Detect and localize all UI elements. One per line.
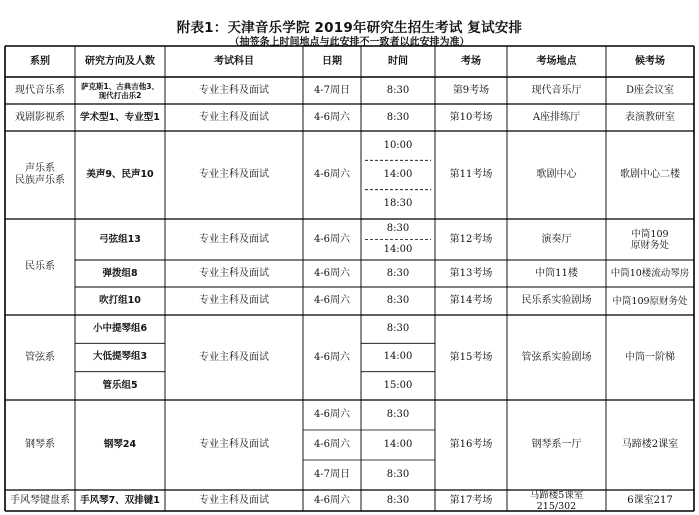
page-subtitle: （抽签条上时间地点与此安排不一致者以此安排为准） <box>229 37 470 48</box>
room-cell: 第15考场 <box>449 351 493 363</box>
date-cell: 4-6周六 <box>313 233 351 245</box>
date-cell: 4-7周日 <box>313 469 351 480</box>
time-cell: 14:00 <box>383 168 413 180</box>
department-cell: 手风琴键盘系 <box>10 494 70 506</box>
time-cell: 8:30 <box>386 267 410 279</box>
waiting-cell: 表演教研室 <box>625 111 675 123</box>
room-cell: 第9考场 <box>452 84 490 96</box>
room-cell: 第13考场 <box>449 267 493 279</box>
date-cell: 4-6周六 <box>313 439 351 450</box>
location-cell: 歌剧中心 <box>536 169 577 180</box>
subject-cell: 专业主科及面试 <box>199 169 269 180</box>
time-cell: 8:30 <box>386 409 410 420</box>
direction-cell: 学术型1、专业型1 <box>80 111 160 123</box>
header-direction: 研究方向及人数 <box>85 55 155 67</box>
direction-cell: 钢琴24 <box>103 439 137 450</box>
direction-cell: 管乐组5 <box>102 379 138 391</box>
room-cell: 第16考场 <box>449 439 493 450</box>
direction-cell: 小中提琴组6 <box>92 323 148 335</box>
department-cell: 戏剧影视系 <box>15 111 65 123</box>
header-subject: 考试科目 <box>214 55 254 67</box>
waiting-cell: 中筒10楼流动琴房 <box>610 268 690 279</box>
department-cell: 声乐系 民族声乐系 <box>15 163 65 186</box>
direction-cell: 美声9、民声10 <box>86 169 154 180</box>
time-cell: 15:00 <box>383 379 413 391</box>
time-cell: 14:00 <box>383 351 413 363</box>
direction-cell: 弹拨组8 <box>102 267 138 279</box>
location-cell: 管弦系实验剧场 <box>521 351 592 363</box>
time-cell: 14:00 <box>383 439 413 450</box>
date-cell: 4-6周六 <box>313 295 351 306</box>
subject-cell: 专业主科及面试 <box>199 111 269 123</box>
location-cell: 现代音乐厅 <box>531 84 582 96</box>
page-title: 附表1：天津音乐学院 2019年研究生招生考试 复试安排 <box>176 20 523 36</box>
direction-cell: 吹打组10 <box>99 295 141 306</box>
time-cell: 8:30 <box>386 295 410 306</box>
waiting-cell: 中筒109 原财务处 <box>630 228 669 251</box>
department-cell: 现代音乐系 <box>15 84 65 96</box>
direction-cell: 手风琴7、双排键1 <box>80 494 160 506</box>
location-cell: 民乐系实验剧场 <box>521 295 592 306</box>
waiting-cell: 马蹄楼2课室 <box>621 439 679 450</box>
waiting-cell: 6课室217 <box>627 494 673 506</box>
room-cell: 第11考场 <box>449 169 493 180</box>
header-department: 系别 <box>30 55 50 67</box>
waiting-cell: 中筒109原财务处 <box>612 295 688 307</box>
date-cell: 4-6周六 <box>313 494 351 506</box>
waiting-cell: 中筒一阶梯 <box>625 351 675 363</box>
time-cell: 8:30 <box>386 469 410 480</box>
room-cell: 第10考场 <box>449 111 493 123</box>
waiting-cell: 歌剧中心二楼 <box>620 169 680 180</box>
subject-cell: 专业主科及面试 <box>199 295 269 306</box>
subject-cell: 专业主科及面试 <box>199 439 269 450</box>
room-cell: 第17考场 <box>449 494 493 506</box>
header-room: 考场 <box>461 55 481 67</box>
direction-cell: 萨克斯1、古典吉他3、 现代打击乐2 <box>81 81 159 100</box>
department-cell: 管弦系 <box>25 351 55 363</box>
date-cell: 4-6周六 <box>313 351 351 363</box>
subject-cell: 专业主科及面试 <box>199 267 269 279</box>
department-cell: 民乐系 <box>25 261 55 272</box>
subject-cell: 专业主科及面试 <box>199 84 269 96</box>
location-cell: A座排练厅 <box>532 111 581 123</box>
location-cell: 中筒11楼 <box>535 267 578 279</box>
date-cell: 4-6周六 <box>313 111 351 123</box>
subject-cell: 专业主科及面试 <box>199 494 269 506</box>
header-date: 日期 <box>322 55 342 67</box>
room-cell: 第14考场 <box>449 295 493 306</box>
time-cell: 8:30 <box>386 323 410 335</box>
department-cell: 钢琴系 <box>25 439 55 450</box>
direction-cell: 弓弦组13 <box>99 233 141 245</box>
time-cell: 14:00 <box>383 243 413 255</box>
location-cell: 钢琴系一厅 <box>531 439 582 450</box>
header-waiting: 候考场 <box>635 55 665 67</box>
location-cell: 演奏厅 <box>541 233 572 245</box>
date-cell: 4-6周六 <box>313 409 351 420</box>
time-cell: 8:30 <box>386 84 410 96</box>
time-cell: 8:30 <box>386 494 410 506</box>
subject-cell: 专业主科及面试 <box>199 351 269 363</box>
date-cell: 4-6周六 <box>313 267 351 279</box>
location-cell: 马蹄楼5课室 215/302 <box>529 489 584 512</box>
subject-cell: 专业主科及面试 <box>199 233 269 245</box>
room-cell: 第12考场 <box>449 233 493 245</box>
waiting-cell: D座会议室 <box>625 84 675 96</box>
time-cell: 10:00 <box>383 139 413 151</box>
time-cell: 8:30 <box>386 111 410 123</box>
time-cell: 8:30 <box>386 223 410 235</box>
date-cell: 4-6周六 <box>313 169 351 180</box>
time-cell: 18:30 <box>383 198 413 210</box>
direction-cell: 大低提琴组3 <box>92 351 148 363</box>
header-time: 时间 <box>388 55 408 67</box>
date-cell: 4-7周日 <box>313 84 351 96</box>
header-location: 考场地点 <box>536 55 577 67</box>
